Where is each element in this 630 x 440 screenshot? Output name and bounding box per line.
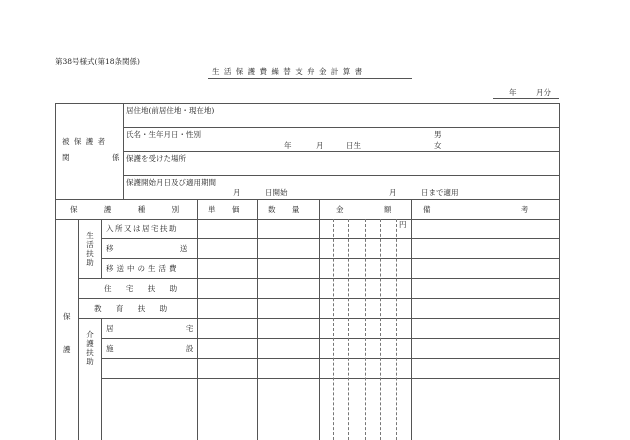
col-divider-remarks [411, 199, 412, 440]
birth-year: 年 [284, 141, 292, 150]
header-type: 保 護 種 別 [70, 205, 183, 214]
header-amount: 金 額 [336, 205, 392, 214]
start-day: 日開始 [265, 188, 288, 197]
birth-month: 月 [316, 141, 324, 150]
amount-dash-3 [365, 219, 366, 440]
protection-col-divider [78, 219, 79, 440]
protection-label-2: 護 [63, 345, 71, 354]
row-label-transport-living: 移送中の生活費 [106, 264, 180, 273]
row-line-1 [101, 238, 559, 239]
header-remarks: 備 考 [423, 205, 529, 214]
yen-unit: 円 [399, 220, 407, 229]
protection-label-1: 保 [63, 312, 71, 321]
header-unit-price: 単 価 [208, 205, 240, 214]
header-bottom-border [55, 219, 559, 220]
end-day: 日まで適用 [421, 188, 459, 197]
period-month: 月分 [536, 88, 551, 97]
title-underline [208, 78, 412, 79]
livelihood-col-divider [101, 219, 102, 278]
relation-label-a: 関 [62, 153, 70, 162]
header-quantity: 数 量 [268, 205, 300, 214]
recipient-label: 被 保 護 者 [62, 137, 107, 146]
nursing-col-divider [101, 318, 102, 440]
row-divider-1 [123, 127, 559, 128]
section-top-border [55, 103, 559, 104]
gender-male: 男 [434, 130, 442, 139]
amount-dash-1 [333, 219, 334, 440]
row-line-8 [101, 378, 559, 379]
amount-dash-2 [348, 219, 349, 440]
right-border [559, 103, 560, 440]
period-label: 保護開始月日及び適用期間 [126, 178, 216, 187]
end-month: 月 [389, 188, 397, 197]
amount-dash-5 [396, 219, 397, 440]
form-number: 第38号様式(第18条関係) [55, 57, 140, 66]
row-label-residential: 入所又は居宅扶助 [106, 224, 178, 233]
gender-female: 女 [434, 141, 442, 150]
period-year: 年 [509, 88, 517, 97]
row-line-2 [101, 258, 559, 259]
row-divider-2 [123, 151, 559, 152]
left-border [55, 103, 56, 440]
amount-dash-4 [380, 219, 381, 440]
row-line-6 [101, 338, 559, 339]
nursing-label: 介護扶助 [86, 330, 94, 366]
place-label: 保護を受けた場所 [126, 154, 186, 163]
row-label-transport: 移 送 [106, 244, 188, 253]
relation-label-b: 係 [112, 153, 120, 162]
row-label-education: 教 育 扶 助 [94, 304, 168, 313]
section-bottom-border [55, 199, 559, 200]
name-label: 氏名・生年月日・性別 [126, 130, 201, 139]
livelihood-label: 生活扶助 [86, 231, 94, 267]
start-month: 月 [233, 188, 241, 197]
row-line-4 [78, 298, 559, 299]
row-line-7 [101, 358, 559, 359]
row-label-housing: 住 宅 扶 助 [104, 284, 178, 293]
row-line-5 [78, 318, 559, 319]
birth-day: 日生 [346, 141, 361, 150]
document-title: 生 活 保 護 費 繰 替 支 弁 金 計 算 書 [212, 67, 364, 76]
row-label-home: 居 宅 [106, 324, 194, 333]
col-divider-qty [257, 199, 258, 440]
period-underline [493, 98, 559, 99]
row-line-3 [78, 278, 559, 279]
row-label-facility: 施 設 [106, 344, 194, 353]
col-divider-amount [319, 199, 320, 440]
col-divider-unit [197, 199, 198, 440]
row-divider-3 [123, 175, 559, 176]
address-label: 居住地(前居住地・現在地) [126, 106, 215, 115]
